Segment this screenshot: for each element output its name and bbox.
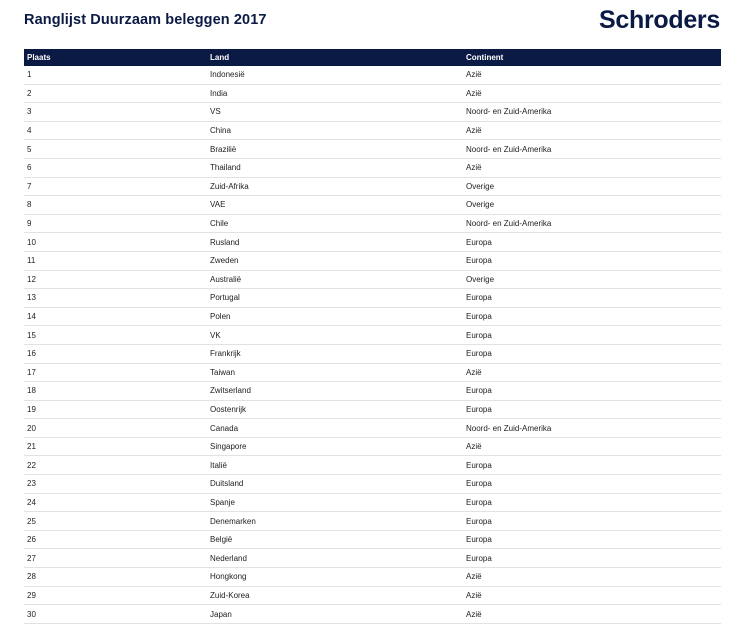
table-row	[24, 84, 721, 103]
cell-plaats: 16	[24, 344, 207, 363]
table-row	[24, 326, 721, 345]
cell-land: VS	[207, 103, 463, 122]
table-row	[24, 196, 721, 215]
table-row	[24, 419, 721, 438]
cell-continent: Overige	[463, 270, 721, 289]
cell-plaats: 8	[24, 196, 207, 215]
cell-land: Canada	[207, 419, 463, 438]
table-row	[24, 586, 721, 605]
table-row	[24, 530, 721, 549]
cell-plaats: 22	[24, 456, 207, 475]
cell-continent: Overige	[463, 196, 721, 215]
cell-plaats: 18	[24, 382, 207, 401]
cell-land: Rusland	[207, 233, 463, 252]
cell-plaats: 19	[24, 400, 207, 419]
table-row	[24, 214, 721, 233]
column-header-plaats: Plaats	[24, 49, 207, 66]
cell-continent: Europa	[463, 382, 721, 401]
cell-land: India	[207, 84, 463, 103]
cell-land: Zweden	[207, 251, 463, 270]
cell-land: Hongkong	[207, 568, 463, 587]
cell-plaats: 15	[24, 326, 207, 345]
cell-plaats: 27	[24, 549, 207, 568]
column-header-land: Land	[207, 49, 463, 66]
cell-plaats: 13	[24, 289, 207, 308]
cell-continent: Azië	[463, 363, 721, 382]
cell-continent: Azië	[463, 568, 721, 587]
cell-land: Japan	[207, 605, 463, 624]
table-header-row	[24, 49, 721, 66]
cell-land: Italië	[207, 456, 463, 475]
table-row	[24, 251, 721, 270]
cell-plaats: 20	[24, 419, 207, 438]
page-title: Ranglijst Duurzaam beleggen 2017	[24, 12, 267, 28]
cell-land: VK	[207, 326, 463, 345]
table-row	[24, 382, 721, 401]
cell-continent: Europa	[463, 400, 721, 419]
cell-continent: Overige	[463, 177, 721, 196]
cell-plaats: 17	[24, 363, 207, 382]
cell-plaats: 25	[24, 512, 207, 531]
cell-continent: Europa	[463, 512, 721, 531]
table-row	[24, 437, 721, 456]
cell-plaats: 5	[24, 140, 207, 159]
cell-land: Brazilië	[207, 140, 463, 159]
table-row	[24, 456, 721, 475]
cell-continent: Noord- en Zuid-Amerika	[463, 419, 721, 438]
table-row	[24, 233, 721, 252]
cell-land: Duitsland	[207, 475, 463, 494]
cell-land: Singapore	[207, 437, 463, 456]
table-row	[24, 605, 721, 624]
cell-plaats: 14	[24, 307, 207, 326]
cell-continent: Azië	[463, 121, 721, 140]
cell-plaats: 11	[24, 251, 207, 270]
cell-continent: Europa	[463, 549, 721, 568]
table-row	[24, 270, 721, 289]
cell-land: Thailand	[207, 158, 463, 177]
cell-plaats: 3	[24, 103, 207, 122]
cell-land: België	[207, 530, 463, 549]
cell-continent: Europa	[463, 456, 721, 475]
table-row	[24, 121, 721, 140]
cell-continent: Azië	[463, 158, 721, 177]
cell-continent: Europa	[463, 251, 721, 270]
cell-continent: Europa	[463, 307, 721, 326]
cell-land: Taiwan	[207, 363, 463, 382]
table-row	[24, 307, 721, 326]
cell-continent: Europa	[463, 233, 721, 252]
cell-continent: Azië	[463, 437, 721, 456]
cell-land: Polen	[207, 307, 463, 326]
table-body	[24, 66, 721, 623]
cell-continent: Europa	[463, 344, 721, 363]
table-row	[24, 549, 721, 568]
cell-continent: Azië	[463, 84, 721, 103]
cell-continent: Noord- en Zuid-Amerika	[463, 103, 721, 122]
cell-land: Denemarken	[207, 512, 463, 531]
cell-land: Nederland	[207, 549, 463, 568]
cell-plaats: 10	[24, 233, 207, 252]
cell-land: Chile	[207, 214, 463, 233]
ranking-table	[24, 49, 721, 624]
table-row	[24, 512, 721, 531]
cell-continent: Europa	[463, 493, 721, 512]
cell-continent: Azië	[463, 586, 721, 605]
cell-land: Australië	[207, 270, 463, 289]
cell-plaats: 28	[24, 568, 207, 587]
cell-plaats: 29	[24, 586, 207, 605]
cell-plaats: 30	[24, 605, 207, 624]
table-row	[24, 140, 721, 159]
cell-plaats: 26	[24, 530, 207, 549]
cell-land: Indonesië	[207, 66, 463, 84]
cell-land: China	[207, 121, 463, 140]
cell-continent: Azië	[463, 66, 721, 84]
cell-continent: Noord- en Zuid-Amerika	[463, 214, 721, 233]
cell-land: Frankrijk	[207, 344, 463, 363]
cell-continent: Noord- en Zuid-Amerika	[463, 140, 721, 159]
cell-land: Zuid-Afrika	[207, 177, 463, 196]
cell-plaats: 6	[24, 158, 207, 177]
cell-land: Zwitserland	[207, 382, 463, 401]
cell-plaats: 7	[24, 177, 207, 196]
table-row	[24, 177, 721, 196]
cell-land: Portugal	[207, 289, 463, 308]
table-row	[24, 289, 721, 308]
table-row	[24, 103, 721, 122]
cell-land: Zuid-Korea	[207, 586, 463, 605]
cell-plaats: 24	[24, 493, 207, 512]
cell-plaats: 12	[24, 270, 207, 289]
table-row	[24, 344, 721, 363]
table-row	[24, 493, 721, 512]
table-row	[24, 158, 721, 177]
cell-plaats: 9	[24, 214, 207, 233]
cell-plaats: 2	[24, 84, 207, 103]
cell-continent: Europa	[463, 326, 721, 345]
cell-plaats: 21	[24, 437, 207, 456]
table-row	[24, 363, 721, 382]
cell-continent: Europa	[463, 475, 721, 494]
cell-plaats: 1	[24, 66, 207, 84]
cell-continent: Azië	[463, 605, 721, 624]
table-row	[24, 66, 721, 84]
cell-continent: Europa	[463, 289, 721, 308]
column-header-continent: Continent	[463, 49, 721, 66]
cell-land: VAE	[207, 196, 463, 215]
cell-continent: Europa	[463, 530, 721, 549]
table-row	[24, 568, 721, 587]
cell-land: Oostenrijk	[207, 400, 463, 419]
table-row	[24, 400, 721, 419]
cell-plaats: 4	[24, 121, 207, 140]
cell-plaats: 23	[24, 475, 207, 494]
cell-land: Spanje	[207, 493, 463, 512]
table-row	[24, 475, 721, 494]
schroders-logo: Schroders	[599, 6, 720, 34]
